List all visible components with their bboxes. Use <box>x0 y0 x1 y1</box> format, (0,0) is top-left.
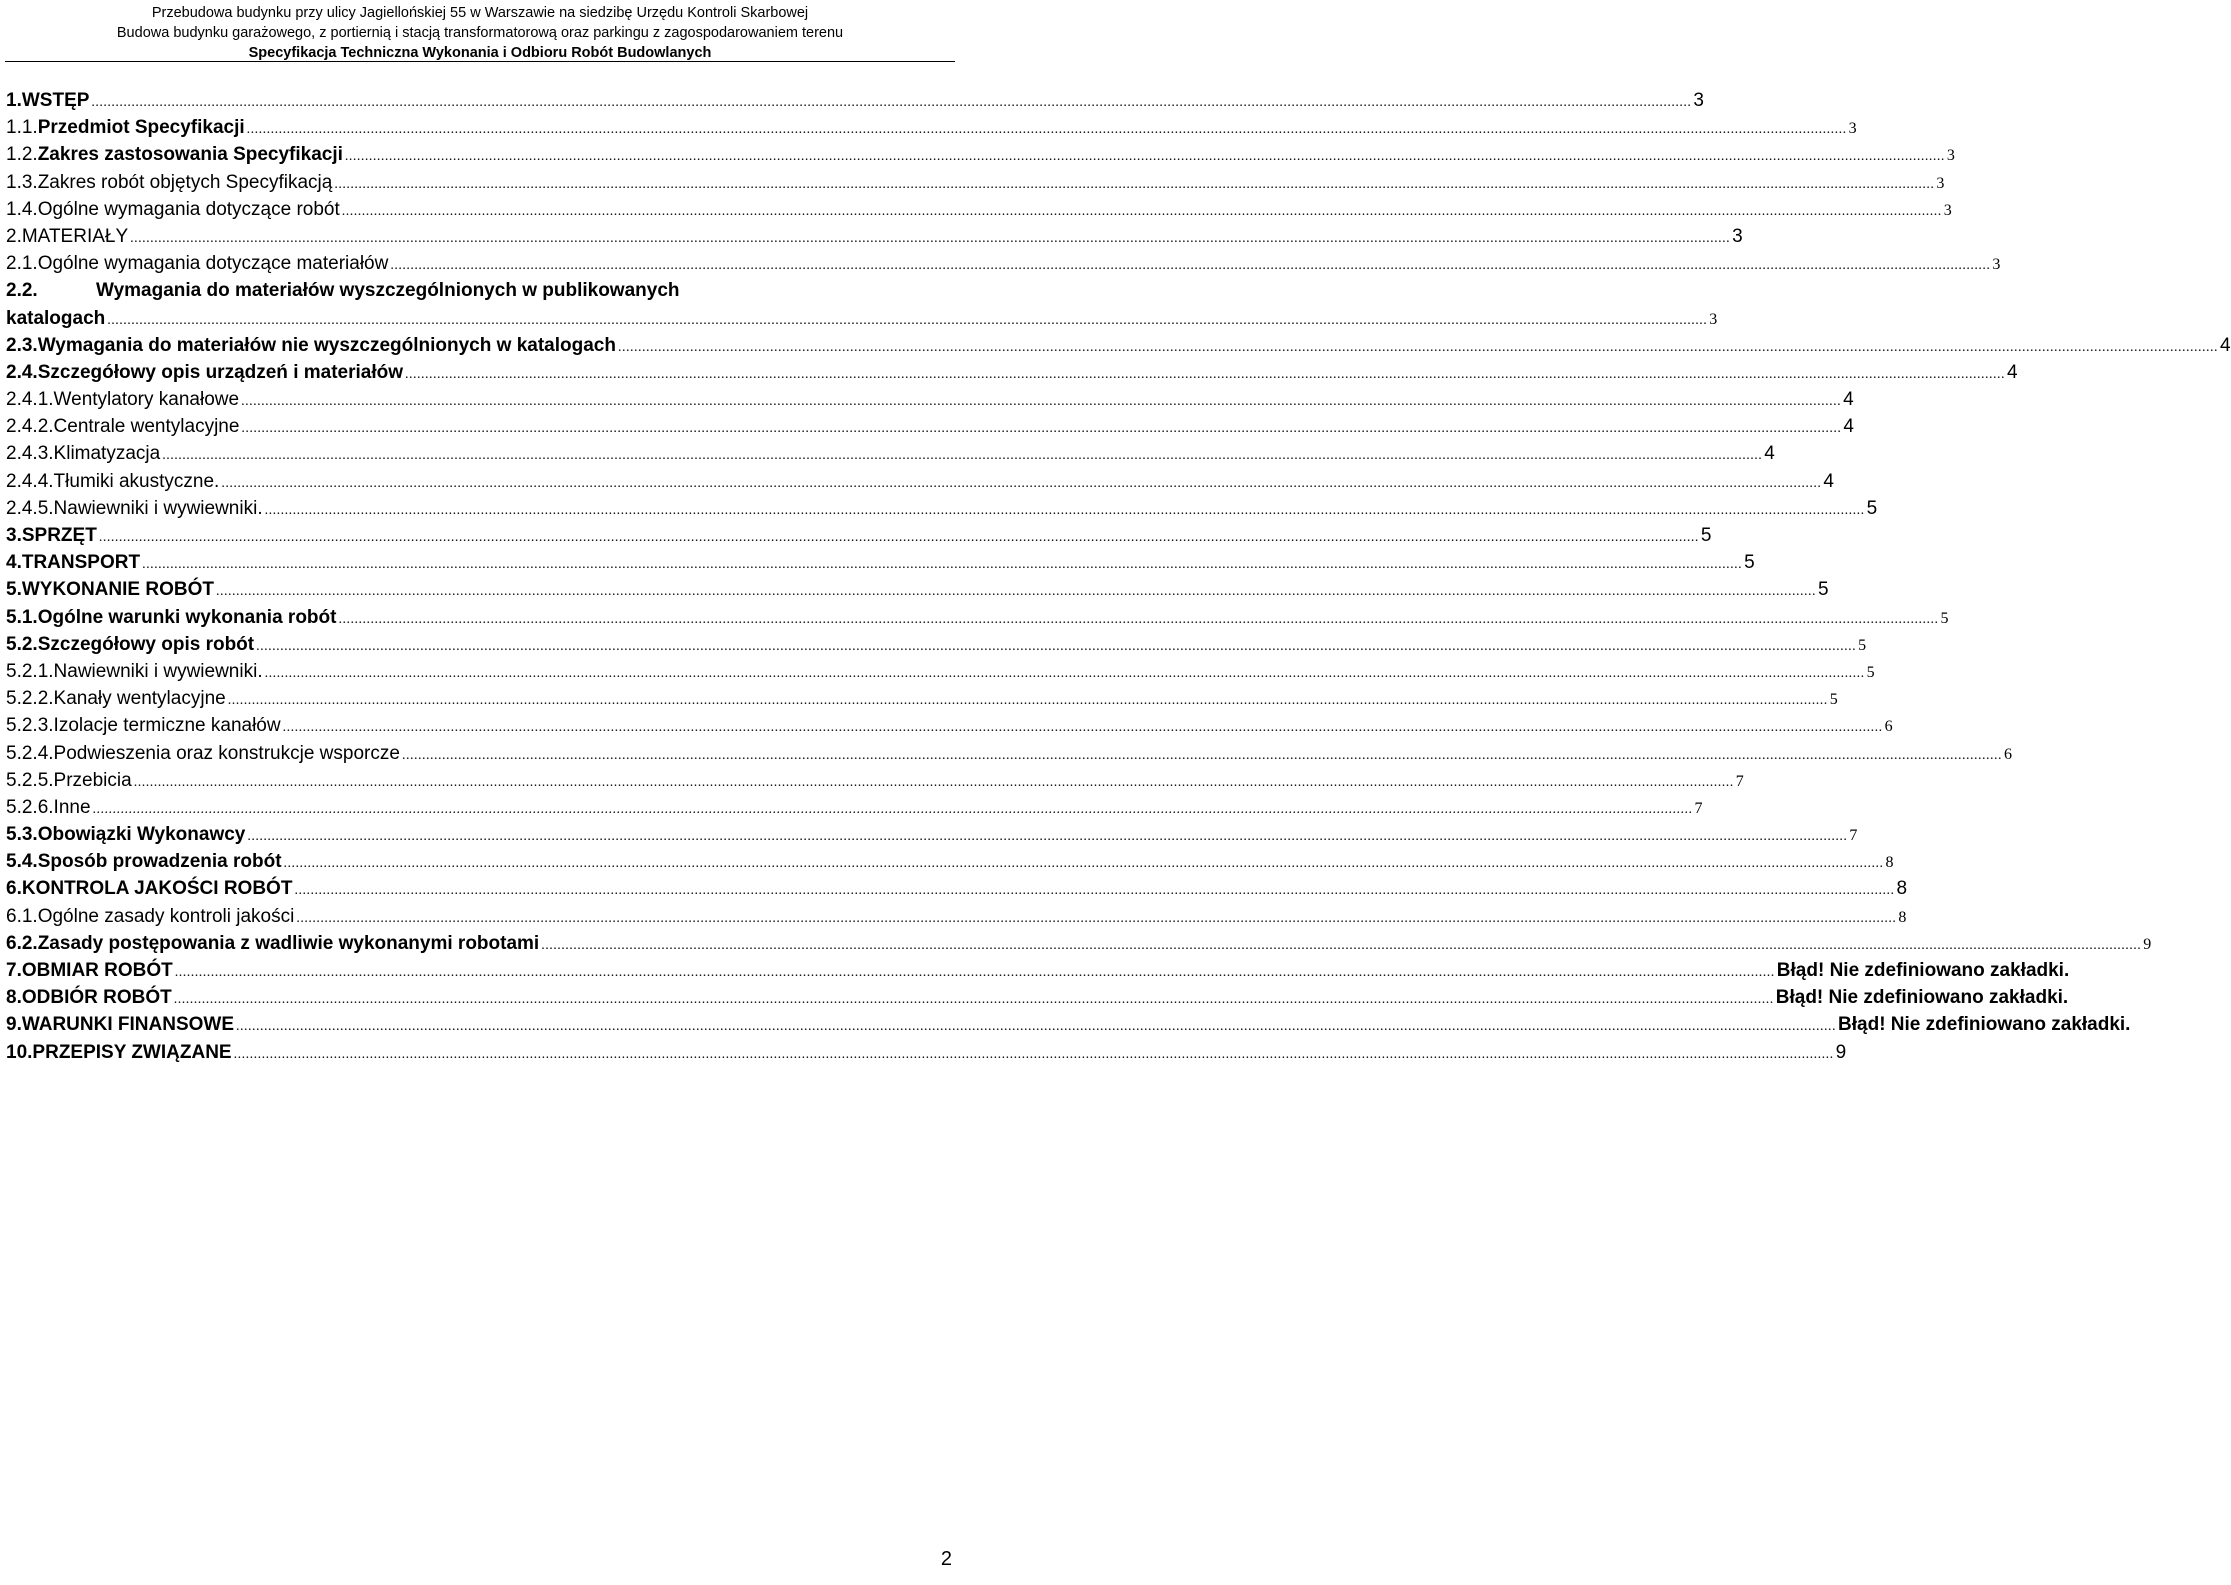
toc-entry-number: 1.4. <box>6 198 38 220</box>
toc-entry-page: 5 <box>1817 579 1829 601</box>
toc-entry[interactable] <box>6 767 1744 794</box>
toc-entry-number: 2.4.4. <box>6 470 54 492</box>
toc-entry[interactable] <box>6 794 1703 821</box>
toc-entry-page: 4 <box>1843 389 1854 411</box>
toc-entry[interactable] <box>6 196 1952 223</box>
toc-entry-number: 5.2.4. <box>6 742 54 764</box>
toc-entry-title: Szczegółowy opis robót <box>37 633 255 655</box>
toc-entry-title: MATERIAŁY <box>21 225 129 247</box>
toc-leader-dots: ................................................................................................................................................................................................................................................................................................................................................................................................................ <box>282 720 1883 736</box>
header-document-title: Specyfikacja Techniczna Wykonania i Odbioru Robót Budowlanych <box>248 45 712 61</box>
toc-entry-number: 5.2. <box>6 633 38 655</box>
toc-entry[interactable] <box>6 250 2001 277</box>
toc-entry-page: 5 <box>1940 609 1949 627</box>
toc-entry[interactable] <box>6 685 1838 712</box>
toc-entry-page: 4 <box>2007 361 2018 383</box>
toc-entry-page: 5 <box>1866 663 1875 681</box>
toc-entry-page: 5 <box>1700 525 1712 546</box>
toc-entry-title: Nawiewniki i wywiewniki. <box>53 497 263 519</box>
toc-entry-title: Zasady postępowania z wadliwie wykonanymi robotami <box>37 932 540 954</box>
toc-entry-number: 2.4.1. <box>6 389 54 411</box>
toc-entry-number: 2.3. <box>6 334 38 356</box>
toc-entry-number: 2.2. <box>6 280 38 302</box>
toc-entry[interactable] <box>6 277 956 304</box>
toc-entry-page: 3 <box>1943 201 1952 219</box>
toc-leader-dots: ................................................................................................................................................................................................................................................................................................................................................................................................................ <box>334 176 1935 192</box>
toc-entry-title: WSTĘP <box>21 90 90 111</box>
toc-entry-page: 9 <box>2143 935 2152 953</box>
toc-entry[interactable] <box>6 495 1878 522</box>
toc-entry[interactable] <box>6 468 1834 495</box>
toc-leader-dots: ................................................................................................................................................................................................................................................................................................................................................................................................................ <box>233 1046 1834 1062</box>
toc-entry-number: 2.4.2. <box>6 416 54 438</box>
toc-leader-dots: ................................................................................................................................................................................................................................................................................................................................................................................................................ <box>296 910 1897 926</box>
toc-leader-dots: ................................................................................................................................................................................................................................................................................................................................................................................................................ <box>541 937 2142 953</box>
toc-entry[interactable] <box>6 223 1743 250</box>
toc-entry[interactable] <box>6 903 1907 930</box>
table-of-contents <box>6 87 2231 1066</box>
toc-entry[interactable] <box>6 332 2231 359</box>
toc-entry-number: 4. <box>6 552 22 574</box>
toc-entry-number: 5.2.1. <box>6 660 54 682</box>
toc-entry-title: Wymagania do materiałów nie wyszczególnionych w katalogach <box>37 334 616 356</box>
toc-leader-dots: ................................................................................................................................................................................................................................................................................................................................................................................................................ <box>390 258 1991 274</box>
toc-entry-page: 8 <box>1885 854 1894 872</box>
toc-entry-number: 1. <box>6 90 22 111</box>
toc-entry-number: 9. <box>6 1014 22 1036</box>
toc-entry[interactable] <box>6 359 2018 386</box>
toc-entry-title: SPRZĘT <box>21 525 97 546</box>
toc-entry-title: Wymagania do materiałów wyszczególnionych w publikowanych <box>96 280 680 302</box>
toc-entry-page: 4 <box>1823 470 1834 492</box>
toc-entry-title: Ogólne wymagania dotyczące robót <box>37 198 340 220</box>
toc-entry-number: 8. <box>6 987 22 1009</box>
toc-leader-dots: ................................................................................................................................................................................................................................................................................................................................................................................................................ <box>142 557 1743 573</box>
toc-entry-number: 2.4. <box>6 361 38 383</box>
toc-entry-number: 2.1. <box>6 253 38 275</box>
toc-entry-page: 3 <box>1693 90 1704 111</box>
toc-leader-dots: ................................................................................................................................................................................................................................................................................................................................................................................................................ <box>341 203 1942 219</box>
toc-entry-page: 3 <box>1732 225 1743 247</box>
toc-entry-title: Obowiązki Wykonawcy <box>37 824 246 846</box>
toc-entry-page: 5 <box>1866 497 1878 519</box>
toc-entry[interactable] <box>6 712 1893 739</box>
toc-entry-title: Centrale wentylacyjne <box>53 416 240 438</box>
toc-leader-dots: ................................................................................................................................................................................................................................................................................................................................................................................................................ <box>344 149 1945 165</box>
toc-entry-number: 5.4. <box>6 851 38 873</box>
toc-entry-title: Szczegółowy opis urządzeń i materiałów <box>37 361 404 383</box>
toc-entry-title: Inne <box>53 796 91 818</box>
toc-entry-title: Sposób prowadzenia robót <box>37 851 282 873</box>
toc-leader-dots: ................................................................................................................................................................................................................................................................................................................................................................................................................ <box>173 992 1774 1008</box>
toc-entry-page-error: Błąd! Nie zdefiniowano zakładki. <box>1775 987 2069 1009</box>
toc-entry-continuation[interactable] <box>6 305 1718 332</box>
toc-entry[interactable] <box>6 848 1894 875</box>
toc-entry[interactable] <box>6 1011 2131 1038</box>
toc-entry[interactable] <box>6 549 1755 576</box>
toc-entry[interactable] <box>6 522 1712 549</box>
toc-entry-number: 1.1. <box>6 117 38 139</box>
toc-entry-page: 4 <box>1843 416 1854 438</box>
toc-entry-title-continued: katalogach <box>6 307 106 329</box>
toc-entry-title: ODBIÓR ROBÓT <box>21 987 172 1009</box>
toc-entry-page: 6 <box>2003 745 2012 763</box>
toc-entry-number: 5.2.6. <box>6 796 54 818</box>
toc-leader-dots: ................................................................................................................................................................................................................................................................................................................................................................................................................ <box>264 502 1865 518</box>
toc-leader-dots: ................................................................................................................................................................................................................................................................................................................................................................................................................ <box>162 448 1763 464</box>
toc-entry-title: Zakres robót objętych Specyfikacją <box>37 171 333 193</box>
toc-entry-title: Podwieszenia oraz konstrukcje wsporcze <box>53 742 400 764</box>
toc-entry-number: 5. <box>6 579 22 601</box>
toc-leader-dots: ................................................................................................................................................................................................................................................................................................................................................................................................................ <box>338 611 1939 627</box>
toc-entry-page: 5 <box>1744 552 1755 574</box>
toc-entry[interactable] <box>6 169 1945 196</box>
toc-leader-dots: ................................................................................................................................................................................................................................................................................................................................................................................................................ <box>247 829 1848 845</box>
toc-entry-number: 2.4.5. <box>6 497 54 519</box>
toc-entry-title: Nawiewniki i wywiewniki. <box>53 660 263 682</box>
toc-leader-dots: ................................................................................................................................................................................................................................................................................................................................................................................................................ <box>92 801 1693 817</box>
toc-entry[interactable] <box>6 984 2069 1011</box>
toc-entry-page-error: Błąd! Nie zdefiniowano zakładki. <box>1838 1014 2131 1036</box>
toc-entry-page: 3 <box>1992 256 2001 274</box>
toc-entry-page: 3 <box>1848 120 1857 138</box>
toc-leader-dots: ................................................................................................................................................................................................................................................................................................................................................................................................................ <box>256 638 1857 654</box>
toc-entry-number: 5.1. <box>6 606 38 628</box>
toc-entry[interactable] <box>6 821 1858 848</box>
toc-entry-page: 3 <box>1936 174 1945 192</box>
toc-entry[interactable] <box>6 440 1775 467</box>
toc-leader-dots: ................................................................................................................................................................................................................................................................................................................................................................................................................ <box>107 312 1708 328</box>
toc-leader-dots: ................................................................................................................................................................................................................................................................................................................................................................................................................ <box>241 421 1842 437</box>
toc-entry-title: Ogólne zasady kontroli jakości <box>37 905 295 927</box>
toc-entry-page: 7 <box>1735 772 1744 790</box>
toc-leader-dots: ................................................................................................................................................................................................................................................................................................................................................................................................................ <box>264 665 1865 681</box>
toc-entry[interactable] <box>6 875 1908 902</box>
toc-entry[interactable] <box>6 1039 1847 1066</box>
toc-leader-dots: ................................................................................................................................................................................................................................................................................................................................................................................................................ <box>405 366 2006 382</box>
toc-entry-number: 5.2.3. <box>6 715 54 737</box>
toc-entry[interactable] <box>6 930 2152 957</box>
toc-entry-page: 5 <box>1829 691 1838 709</box>
toc-entry-number: 5.3. <box>6 824 38 846</box>
toc-entry-title: Ogólne warunki wykonania robót <box>37 606 337 628</box>
toc-entry-title: Izolacje termiczne kanałów <box>53 715 281 737</box>
toc-entry-page: 6 <box>1884 718 1893 736</box>
toc-entry-title: Przedmiot Specyfikacji <box>37 117 245 139</box>
toc-leader-dots: ................................................................................................................................................................................................................................................................................................................................................................................................................ <box>246 122 1847 138</box>
toc-entry-page: 9 <box>1835 1041 1847 1063</box>
toc-entry-title: Przebicia <box>53 769 132 791</box>
toc-entry-number: 6. <box>6 878 22 900</box>
toc-entry-title: Zakres zastosowania Specyfikacji <box>37 144 343 166</box>
toc-entry[interactable] <box>6 957 2070 984</box>
toc-entry[interactable] <box>6 576 1829 603</box>
toc-leader-dots: ................................................................................................................................................................................................................................................................................................................................................................................................................ <box>236 1019 1837 1035</box>
toc-leader-dots: ................................................................................................................................................................................................................................................................................................................................................................................................................ <box>98 530 1699 545</box>
toc-entry[interactable] <box>6 604 1949 631</box>
toc-entry[interactable] <box>6 114 1857 141</box>
toc-entry[interactable] <box>6 413 1854 440</box>
toc-leader-dots: ................................................................................................................................................................................................................................................................................................................................................................................................................ <box>221 475 1822 491</box>
toc-entry-page-error: Błąd! Nie zdefiniowano zakładki. <box>1776 960 2070 981</box>
toc-leader-dots: ................................................................................................................................................................................................................................................................................................................................................................................................................ <box>241 394 1842 410</box>
toc-entry-title: WYKONANIE ROBÓT <box>21 579 214 601</box>
toc-entry-number: 5.2.5. <box>6 769 54 791</box>
toc-entry-number: 2. <box>6 225 22 247</box>
toc-entry-page: 3 <box>1946 147 1955 165</box>
toc-entry-title: TRANSPORT <box>21 552 141 574</box>
toc-entry-title: OBMIAR ROBÓT <box>21 960 173 981</box>
toc-entry-number: 3. <box>6 525 22 546</box>
toc-entry[interactable] <box>6 658 1875 685</box>
toc-entry-title: WARUNKI FINANSOWE <box>21 1014 235 1036</box>
toc-entry[interactable] <box>6 141 1955 168</box>
toc-entry-title: KONTROLA JAKOŚCI ROBÓT <box>21 878 293 900</box>
toc-entry-number: 1.3. <box>6 171 38 193</box>
toc-entry[interactable] <box>6 87 1704 114</box>
toc-leader-dots: ................................................................................................................................................................................................................................................................................................................................................................................................................ <box>294 883 1895 899</box>
toc-leader-dots: ................................................................................................................................................................................................................................................................................................................................................................................................................ <box>130 230 1731 246</box>
toc-leader-dots: ................................................................................................................................................................................................................................................................................................................................................................................................................ <box>174 965 1775 980</box>
toc-leader-dots: ................................................................................................................................................................................................................................................................................................................................................................................................................ <box>227 693 1828 709</box>
toc-entry-title: Kanały wentylacyjne <box>53 688 226 710</box>
toc-entry[interactable] <box>6 631 1867 658</box>
toc-entry-page: 8 <box>1896 878 1908 900</box>
toc-entry-title: PRZEPISY ZWIĄZANE <box>32 1041 232 1063</box>
toc-entry-page: 5 <box>1858 636 1867 654</box>
toc-entry-number: 5.2.2. <box>6 688 54 710</box>
toc-entry-title: Wentylatory kanałowe <box>53 389 240 411</box>
header-scope-line: Budowa budynku garażowego, z portiernią i stacją transformatorową oraz parkingu z zagospodarowaniem terenu <box>116 25 844 41</box>
header-project-line: Przebudowa budynku przy ulicy Jagiellońskiej 55 w Warszawie na siedzibę Urzędu Kontroli Skarbowej <box>151 5 809 21</box>
toc-entry-title: Ogólne wymagania dotyczące materiałów <box>37 253 389 275</box>
toc-entry[interactable] <box>6 386 1854 413</box>
toc-leader-dots: ................................................................................................................................................................................................................................................................................................................................................................................................................ <box>133 774 1734 790</box>
toc-entry-number: 6.1. <box>6 905 38 927</box>
toc-entry-page: 4 <box>2219 334 2231 356</box>
toc-entry-number: 7. <box>6 960 22 981</box>
toc-entry-number: 1.2. <box>6 144 38 166</box>
toc-entry[interactable] <box>6 740 2012 767</box>
toc-entry-page: 8 <box>1898 908 1907 926</box>
toc-entry-number: 6.2. <box>6 932 38 954</box>
toc-entry-number: 10. <box>6 1041 33 1063</box>
toc-entry-page: 3 <box>1709 310 1718 328</box>
toc-entry-number: 2.4.3. <box>6 443 54 465</box>
page-number: 2 <box>940 1548 952 1570</box>
toc-leader-dots: ................................................................................................................................................................................................................................................................................................................................................................................................................ <box>401 747 2002 763</box>
toc-leader-dots: ................................................................................................................................................................................................................................................................................................................................................................................................................ <box>617 339 2218 355</box>
page-header <box>0 0 960 63</box>
toc-leader-dots: ................................................................................................................................................................................................................................................................................................................................................................................................................ <box>283 856 1884 872</box>
toc-entry-page: 7 <box>1694 799 1703 817</box>
toc-leader-dots: ................................................................................................................................................................................................................................................................................................................................................................................................................ <box>215 584 1816 600</box>
toc-entry-page: 4 <box>1764 443 1775 465</box>
toc-entry-title: Tłumiki akustyczne. <box>53 470 220 492</box>
toc-entry-page: 7 <box>1849 827 1858 845</box>
header-divider <box>5 61 955 62</box>
toc-leader-dots: ................................................................................................................................................................................................................................................................................................................................................................................................................ <box>91 95 1692 110</box>
toc-entry-title: Klimatyzacja <box>53 443 161 465</box>
